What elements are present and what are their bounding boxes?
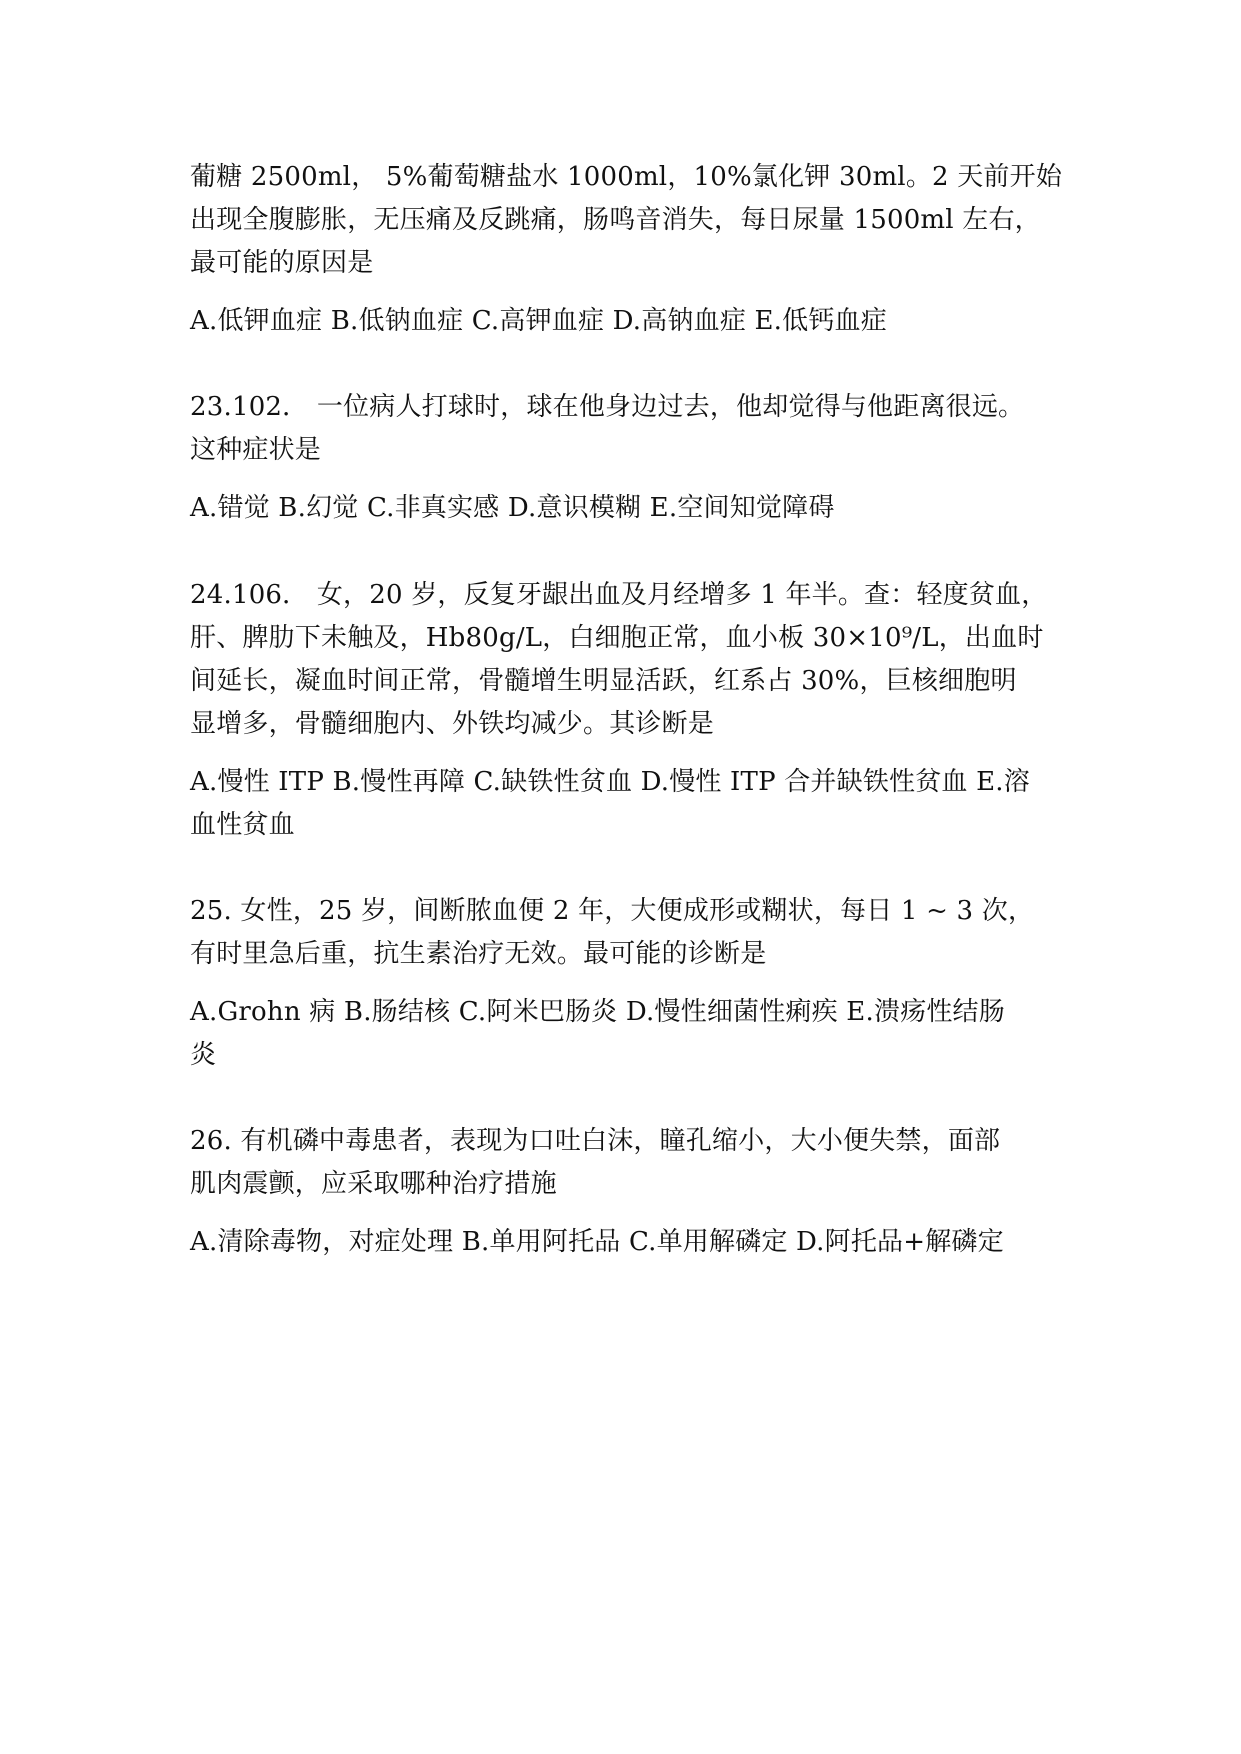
text-line: 有时里急后重，抗生素治疗无效。最可能的诊断是 <box>190 939 767 969</box>
answer-options: A.Grohn 病 B.肠结核 C.阿米巴肠炎 D.慢性细菌性痢疾 E.溃疡性结肠 <box>190 997 1005 1027</box>
text-line: 最可能的原因是 <box>190 248 374 278</box>
text-line: 间延长，凝血时间正常，骨髓增生明显活跃，红系占 30%，巨核细胞明 <box>190 666 1017 696</box>
question-24: 24.106． 女，20 岁，反复牙龈出血及月经增多 1 年半。查：轻度贫血， <box>190 580 1048 610</box>
answer-options-continued: 血性贫血 <box>190 810 295 840</box>
text-line: 肌肉震颤，应采取哪种治疗措施 <box>190 1169 557 1199</box>
answer-options-continued: 炎 <box>190 1040 217 1070</box>
answer-options: A.清除毒物，对症处理 B.单用阿托品 C.单用解磷定 D.阿托品+解磷定 <box>190 1227 1004 1257</box>
question-23: 23.102． 一位病人打球时，球在他身边过去，他却觉得与他距离很远。 <box>190 392 1025 422</box>
text-line: 这种症状是 <box>190 435 322 465</box>
text-line: 葡糖 2500ml， 5%葡萄糖盐水 1000ml，10%氯化钾 30ml。2 天前开始 <box>190 162 1063 192</box>
question-26: 26. 有机磷中毒患者，表现为口吐白沫，瞳孔缩小，大小便失禁，面部 <box>190 1126 1001 1156</box>
text-line: 出现全腹膨胀，无压痛及反跳痛，肠鸣音消失，每日尿量 1500ml 左右， <box>190 205 1041 235</box>
text-line: 肝、脾肋下未触及，Hb80g/L，白细胞正常，血小板 30×10⁹/L，出血时 <box>190 623 1044 653</box>
answer-options: A.低钾血症 B.低钠血症 C.高钾血症 D.高钠血症 E.低钙血症 <box>190 306 887 336</box>
answer-options: A.慢性 ITP B.慢性再障 C.缺铁性贫血 D.慢性 ITP 合并缺铁性贫血 E.溶 <box>190 767 1030 797</box>
answer-options: A.错觉 B.幻觉 C.非真实感 D.意识模糊 E.空间知觉障碍 <box>190 493 835 523</box>
question-25: 25. 女性，25 岁，间断脓血便 2 年，大便成形或糊状，每日 1 ~ 3 次， <box>190 896 1035 926</box>
text-line: 显增多，骨髓细胞内、外铁均减少。其诊断是 <box>190 709 715 739</box>
